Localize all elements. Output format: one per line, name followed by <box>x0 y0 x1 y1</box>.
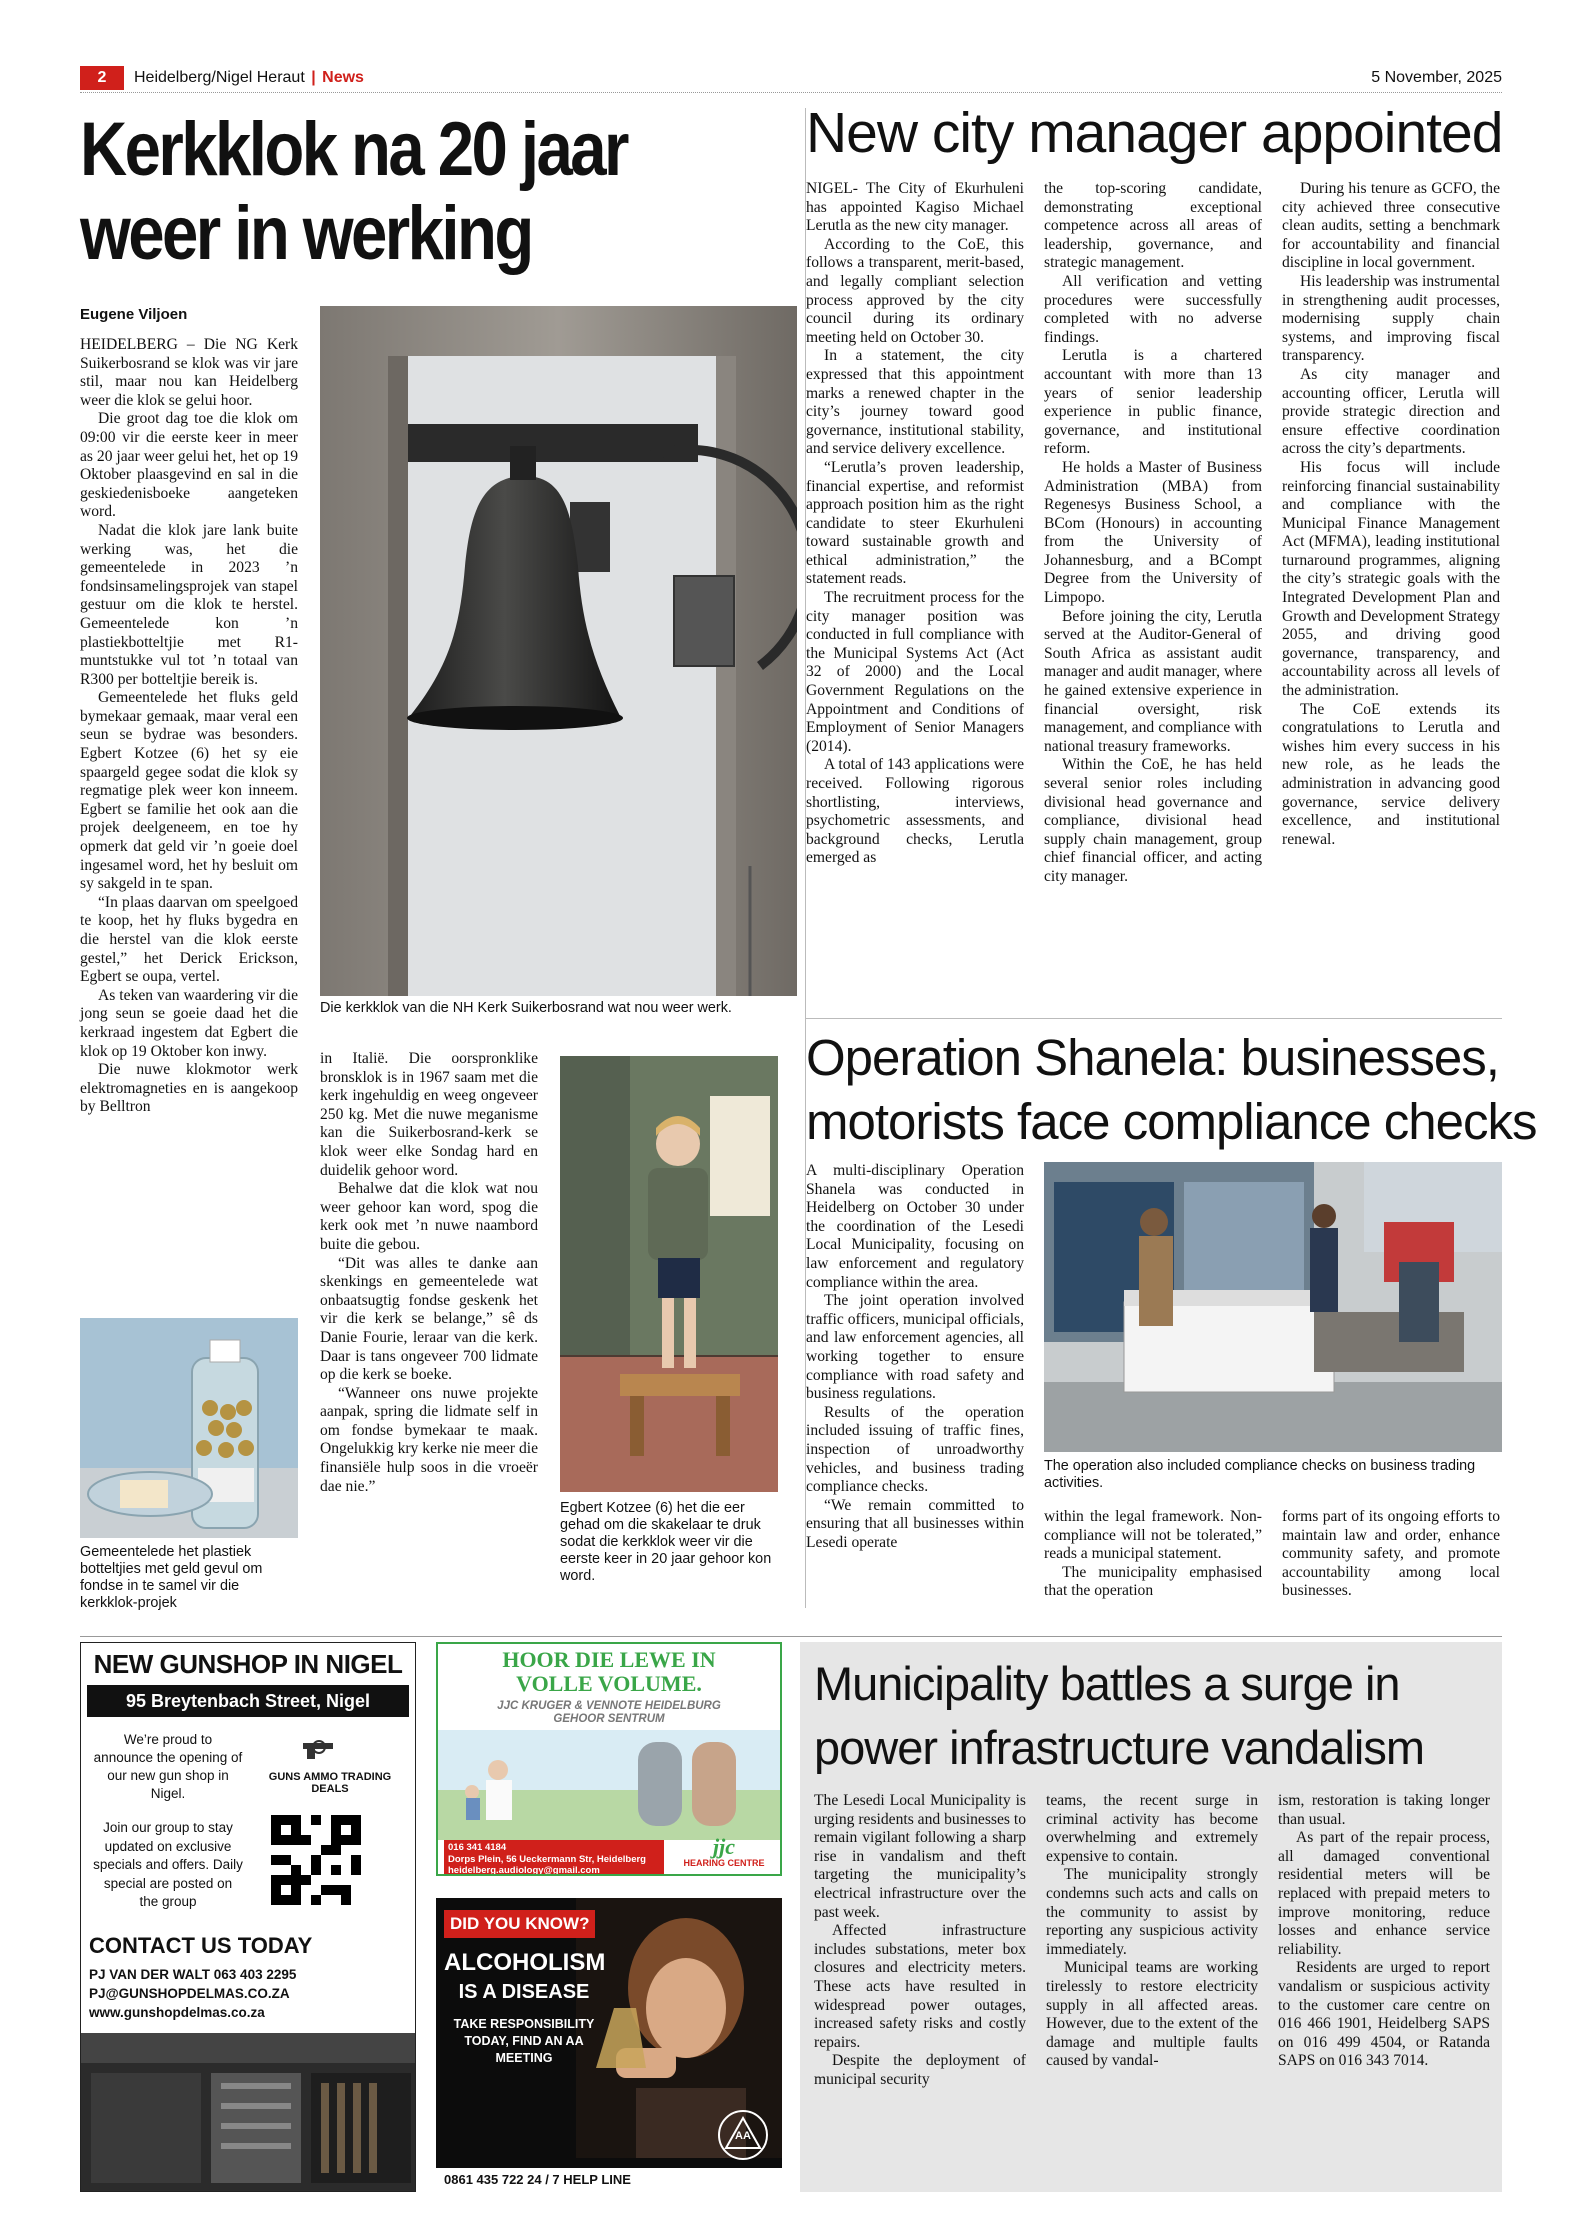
paragraph: Gemeentelede het fluks geld bymekaar gemaak, maar veral een seun se bydrae was besonders. Egbert Kotzee (6) het sy eie spaargeld gegee sodat die klok sy regmatige plek weer kon inneem. Egbert se familie het ook aan die projek deelgeneem, en toe hy opmerk dat geld vir ’n goeie doel ingesamel word, het hy besluit om sy sakgeld in te span. <box>80 689 298 893</box>
gunshop-store-photo <box>81 2033 415 2191</box>
manager-col2 <box>1044 180 1262 887</box>
shanela-col3 <box>1282 1508 1500 1601</box>
manager-headline: New city manager appointed <box>806 101 1503 165</box>
manager-col1 <box>806 180 1024 868</box>
hearing-logo-sub: HEARING CENTRE <box>683 1858 765 1868</box>
bottles-photo-caption: Gemeentelede het plastiek botteltjies met geld gevul om fondse in te samel vir die kerkklok-projek <box>80 1544 263 1611</box>
page-number: 2 <box>80 66 124 90</box>
vandalism-headline-line1: Municipality battles a surge in <box>814 1657 1400 1710</box>
paragraph: Residents are urged to report vandalism or suspicious activity to the customer care centre on 016 466 1901, Heidelberg SAPS on 016 499 4504, or Ratanda SAPS on 016 343 7014. <box>1278 1959 1490 2070</box>
hearing-sub-line2: GEHOOR SENTRUM <box>553 1713 665 1725</box>
vandalism-headline-line2: power infrastructure vandalism <box>814 1721 1424 1774</box>
bell-headline-line1: Kerkklok na 20 jaar <box>80 107 627 192</box>
boy-illustration <box>560 1056 778 1492</box>
paper-name: Heidelberg/Nigel Heraut <box>134 69 305 86</box>
issue-date: 5 November, 2025 <box>1371 69 1502 86</box>
bottles-photo <box>80 1318 298 1538</box>
aa-helpline: 0861 435 722 24 / 7 HELP LINE <box>436 2168 782 2192</box>
bell-headline <box>80 108 699 276</box>
paragraph: Results of the operation included issuing of traffic fines, inspection of unroadworthy vehicles, and business trading compliance checks. <box>806 1403 1024 1496</box>
hearing-logo-mark: jjc <box>713 1834 735 1859</box>
aa-headline <box>444 1948 604 2067</box>
hearing-headline <box>438 1648 780 1696</box>
hearing-email[interactable]: heidelberg.audiology@gmail.com <box>448 1865 600 1876</box>
hearing-contact <box>444 1840 664 1876</box>
bell-photo <box>320 306 797 996</box>
bottles-illustration <box>80 1318 298 1538</box>
gunshop-address: 95 Breytenbach Street, Nigel <box>87 1685 409 1717</box>
paragraph: NIGEL- The City of Ekurhuleni has appointed Kagiso Michael Lerutla as the new city manager. <box>806 180 1024 235</box>
gun-icon <box>301 1739 337 1761</box>
aa-line5: MEETING <box>495 2051 553 2065</box>
paragraph: All verification and vetting procedures were successfully completed with no adverse findings. <box>1044 272 1262 346</box>
hearing-address: Dorps Plein, 56 Ueckermann Str, Heidelberg <box>448 1853 646 1865</box>
gunshop-ad <box>80 1642 416 2192</box>
shanela-photo <box>1044 1162 1502 1452</box>
paragraph: The joint operation involved traffic officers, municipal officials, and law enforcement agencies, all working together to ensure compliance with road safety and business regulations. <box>806 1292 1024 1403</box>
paragraph: Affected infrastructure includes substations, meter box closures and electricity meters. These acts have resulted in widespread power outages, increased safety risks and costly repairs. <box>814 1922 1026 2051</box>
masthead-title <box>134 69 364 87</box>
vandalism-headline <box>814 1652 1494 1780</box>
masthead <box>80 66 1502 92</box>
hearing-sub <box>438 1700 780 1726</box>
paragraph: “In plaas daarvan om speelgoed te koop, het hy fluks bygedra en die herstel van die klok eerste gestel,” het Derick Erickson, Egbert se oupa, vertel. <box>80 893 298 986</box>
paragraph: As part of the repair process, all damaged conventional residential meters will be replaced with prepaid meters to improve monitoring, reduce losses and enhance service reliability. <box>1278 1829 1490 1958</box>
hearing-logo <box>670 1836 778 1876</box>
paragraph: His focus will include reinforcing financial sustainability and compliance with the Municipal Finance Management Act (MFMA), leading institutional turnaround programmes, aligning the city’s strategic goals with the Integrated Development Plan and Growth and Development Strategy 2055, and driving good governance, transparency, and accountability across all levels of the administration. <box>1282 458 1500 700</box>
boy-photo-caption: Egbert Kotzee (6) het die eer gehad om die skakelaar te druk sodat die kerkklok weer vir die eerste keer in 20 jaar gehoor kon word. <box>560 1500 772 1584</box>
paragraph: In a statement, the city expressed that this appointment marks a renewed chapter in the city’s journey toward good governance, institutional stability, and service delivery excellence. <box>806 347 1024 458</box>
qr-code-icon[interactable] <box>271 1815 361 1905</box>
bell-col2 <box>320 1050 538 1496</box>
paragraph: The municipality strongly condemns such acts and calls on the community to assist by reporting any suspicious activity immediately. <box>1046 1866 1258 1958</box>
paragraph: He holds a Master of Business Administration (MBA) from Regenesys Business School, a BCom (Honours) in accounting from the University of Johannesburg, and a BCompt Degree from the University of Limpopo. <box>1044 458 1262 607</box>
paragraph: Die nuwe klokmotor werk elektromagneties en is aangekoop by Belltron <box>80 1061 298 1116</box>
section-rule <box>80 1636 1502 1637</box>
bell-illustration <box>320 306 797 996</box>
shanela-col1 <box>806 1162 1024 1552</box>
contact-email[interactable]: PJ@GUNSHOPDELMAS.CO.ZA <box>89 1986 290 2001</box>
gunshop-brand: GUNS AMMO TRADING DEALS <box>268 1771 392 1795</box>
paragraph: As city manager and accounting officer, Lerutla will provide strategic direction and ensure effective coordination across the city’s departments. <box>1282 365 1500 458</box>
vandalism-col2 <box>1046 1792 1258 2071</box>
paragraph: The Lesedi Local Municipality is urging residents and businesses to remain vigilant following a sharp rise in vandalism and theft targeting the municipality’s electrical infrastructure over the past week. <box>814 1792 1026 1921</box>
paragraph: ism, restoration is taking longer than usual. <box>1278 1792 1490 1828</box>
separator: | <box>311 69 316 86</box>
paragraph: As teken van waardering vir die jong seun se goeie daad het die kerkraad ingestem dat Egbert die klok op 19 Oktober kon inwy. <box>80 986 298 1060</box>
paragraph: within the legal framework. Non-compliance will not be tolerated,” reads a municipal statement. <box>1044 1508 1262 1563</box>
section-name: News <box>322 69 364 86</box>
section-rule <box>806 1018 1502 1019</box>
bell-photo-caption: Die kerkklok van die NH Kerk Suikerbosrand wat nou weer werk. <box>320 1000 732 1016</box>
paragraph: in Italië. Die oorspronklike bronsklok is in 1967 saam met die kerk ingehuldig en weeg ongeveer 250 kg. Met die nuwe meganisme kan die Suikerbosrand-kerk se klok weer elke Sondag hard en duidelik gehoor word. <box>320 1050 538 1179</box>
aa-line4: TODAY, FIND AN AA <box>464 2034 584 2048</box>
gunshop-contact-title: CONTACT US TODAY <box>89 1933 313 1958</box>
paragraph: Nadat die klok jare lank buite werking was, het die gemeentelede in 2023 ’n fondsinsamelingsprojek van stapel gestuur om die klok te herstel. Gemeentelede kon ’n plastiekbotteltjie met R1-muntstukke vul tot ’n totaal van R300 per botteltjie bereik is. <box>80 521 298 688</box>
contact-phone: 063 403 2295 <box>213 1967 297 1982</box>
hearing-phone: 016 341 4184 <box>448 1842 507 1853</box>
boy-photo <box>560 1056 778 1492</box>
bell-headline-line2: weer in werking <box>80 191 532 276</box>
aa-ad <box>436 1898 782 2192</box>
paragraph: “We remain committed to ensuring that all businesses within Lesedi operate <box>806 1496 1024 1551</box>
paragraph: His leadership was instrumental in strengthening audit processes, modernising supply chain systems, and improving fiscal transparency. <box>1282 272 1500 365</box>
shanela-headline <box>806 1026 1537 1154</box>
shanela-headline-line2: motorists face compliance checks <box>806 1093 1537 1150</box>
paragraph: the top-scoring candidate, demonstrating exceptional competence across all areas of leadership, governance, and strategic management. <box>1044 180 1262 272</box>
aa-line3: TAKE RESPONSIBILITY <box>453 2017 595 2031</box>
bell-col1 <box>80 336 298 1117</box>
paragraph: The CoE extends its congratulations to Lerutla and wishes him every success in his new role, as he leads the administration in advancing good governance, service delivery excellence, and institutional renewal. <box>1282 700 1500 848</box>
aa-logo-text: AA <box>735 2130 751 2142</box>
vandalism-col3 <box>1278 1792 1490 2071</box>
hearing-headline-line1: HOOR DIE LEWE IN <box>502 1647 716 1672</box>
manager-col3 <box>1282 180 1500 849</box>
paragraph: “Lerutla’s proven leadership, financial expertise, and reformist approach position him as the right candidate to steer Ekurhuleni toward sustainable growth and ethical administration,” the statement reads. <box>806 458 1024 588</box>
gunshop-title: NEW GUNSHOP IN NIGEL <box>93 1649 403 1679</box>
hearing-ad <box>436 1642 782 1876</box>
paragraph: During his tenure as GCFO, the city achieved three consecutive clean audits, setting a benchmark for accountability and financial discipline in local government. <box>1282 180 1500 272</box>
paragraph: teams, the recent surge in criminal activity has become overwhelming and extremely expensive to contain. <box>1046 1792 1258 1865</box>
aa-logo-icon <box>718 2110 768 2160</box>
paragraph: Before joining the city, Lerutla served at the Auditor-General of South Africa as assistant audit manager and audit manager, where he gained extensive experience in financial oversight, risk management, and compliance with national treasury frameworks. <box>1044 607 1263 755</box>
vandalism-box <box>800 1642 1502 2192</box>
paragraph: Within the CoE, he has held several senior roles including divisional head governance and compliance, divisional head supply chain management, group chief financial officer, and acting city manager. <box>1044 756 1262 885</box>
paragraph: Municipal teams are working tirelessly to restore electricity supply in all affected areas. However, due to the extent of the damage and multiple faults caused by vandal- <box>1046 1959 1258 2070</box>
gunshop-intro: We’re proud to announce the opening of our new gun shop in Nigel. <box>93 1732 243 1801</box>
aa-line2: IS A DISEASE <box>458 1981 590 2003</box>
paragraph: The recruitment process for the city manager position was conducted in full compliance with the Municipal Systems Act (Act 32 of 2000) and the Local Government Regulations on the Appointment and Conditions of Employment of Senior Managers (2014). <box>806 589 1024 755</box>
contact-name: PJ VAN DER WALT <box>89 1967 211 1982</box>
vandalism-col1 <box>814 1792 1026 2090</box>
paragraph: “Wanneer ons nuwe projekte aanpak, spring die lidmate self in om fondse bymekaar te maak. Ongelukkig kry kerke nie meer die finansiële hulp soos in die vroeër dae nie.” <box>320 1384 538 1495</box>
bell-byline: Eugene Viljoen <box>80 306 188 323</box>
gunshop-contact <box>89 1965 296 2022</box>
shanela-headline-line1: Operation Shanela: businesses, <box>806 1029 1499 1086</box>
hearing-headline-line2: VOLLE VOLUME. <box>516 1671 702 1696</box>
paragraph: Lerutla is a chartered accountant with more than 13 years of senior leadership experience in public finance, governance, and institutional reform. <box>1044 347 1262 458</box>
hearing-photo <box>438 1730 780 1840</box>
paragraph: HEIDELBERG – Die NG Kerk Suikerbosrand se klok was vir jare stil, maar nou kan Heidelberg weer die klok se gelui hoor. <box>80 336 298 409</box>
masthead-rule <box>80 92 1502 93</box>
aa-did-you-know: DID YOU KNOW? <box>444 1910 595 1938</box>
paragraph: Despite the deployment of municipal security <box>814 2052 1026 2088</box>
shanela-col2 <box>1044 1508 1262 1601</box>
paragraph: The municipality emphasised that the operation <box>1044 1563 1262 1600</box>
shanela-illustration <box>1044 1162 1502 1452</box>
hearing-sub-line1: JJC KRUGER & VENNOTE HEIDELBURG <box>497 1700 721 1712</box>
paragraph: forms part of its ongoing efforts to maintain law and order, enhance community safety, and promote accountability among local businesses. <box>1282 1508 1500 1600</box>
paragraph: A total of 143 applications were received. Following rigorous shortlisting, interviews, psychometric assessments, and background checks, Lerutla emerged as <box>806 756 1024 867</box>
paragraph: A multi-disciplinary Operation Shanela was conducted in Heidelberg on October 30 under the coordination of the Lesedi Local Municipality, focusing on law enforcement and regulatory compliance within the area. <box>806 1162 1024 1291</box>
paragraph: Die groot dag toe die klok om 09:00 vir die eerste keer in meer as 20 jaar weer gelui het, het op 19 Oktober plaasgevind en sal in die geskiedenisboeke aangeteken word. <box>80 410 298 521</box>
shanela-photo-caption: The operation also included compliance checks on business trading activities. <box>1044 1458 1476 1491</box>
contact-website[interactable]: www.gunshopdelmas.co.za <box>89 2005 265 2020</box>
aa-line1: ALCOHOLISM <box>444 1949 606 1976</box>
paragraph: “Dit was alles te danke aan skenkings en gemeentelede wat onbaatsugtig fondse geskenk het vir die kerk se belange,” sê ds Danie Fourie, leraar van die kerk. Daar is tans ongeveer 700 lidmate op die kerk se boeke. <box>320 1254 538 1384</box>
paragraph: Behalwe dat die klok wat nou weer gehoor kan word, spog die kerk ook met ’n nuwe naambord buite die gebou. <box>320 1180 538 1253</box>
gunshop-join-text: Join our group to stay updated on exclusive specials and offers. Daily special are posted on the group <box>93 1820 243 1909</box>
paragraph: According to the CoE, this follows a transparent, merit-based, and legally compliant selection process approved by the city council during its ordinary meeting held on October 30. <box>806 235 1024 346</box>
contact-person <box>89 1965 296 1984</box>
